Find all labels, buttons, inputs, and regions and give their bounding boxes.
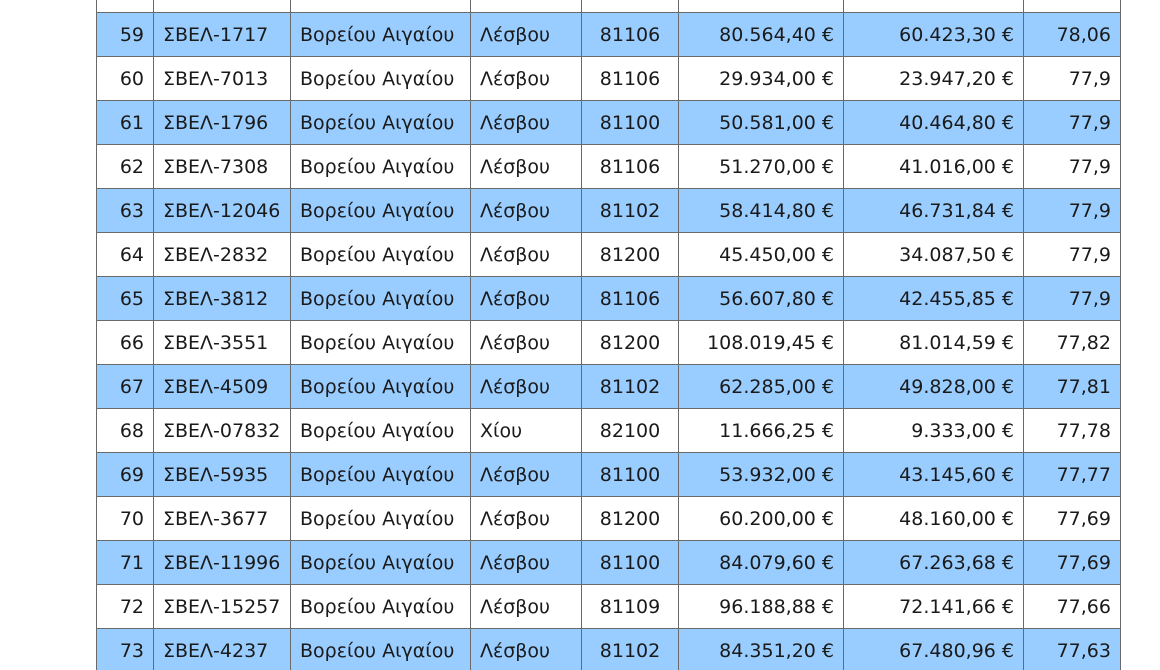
funded-amount-cell: [844, 0, 1024, 13]
application-code-cell: ΣΒΕΛ-7308: [154, 145, 291, 189]
postal-code-cell: 81102: [582, 365, 679, 409]
budget-amount-cell: 45.450,00 €: [679, 233, 844, 277]
postal-code-cell: 82100: [582, 409, 679, 453]
row-number-cell: 67: [97, 365, 154, 409]
prefecture-cell: Λέσβου: [471, 233, 582, 277]
budget-amount-cell: 58.414,80 €: [679, 189, 844, 233]
score-cell: 77,66: [1024, 585, 1121, 629]
postal-code-cell: 81102: [582, 189, 679, 233]
application-code-cell: ΣΒΕΛ-7013: [154, 57, 291, 101]
prefecture-cell: Λέσβου: [471, 57, 582, 101]
row-number-cell: 62: [97, 145, 154, 189]
region-cell: Βορείου Αιγαίου: [291, 277, 471, 321]
prefecture-cell: Λέσβου: [471, 13, 582, 57]
budget-amount-cell: 80.564,40 €: [679, 13, 844, 57]
row-number-cell: 66: [97, 321, 154, 365]
region-cell: Βορείου Αιγαίου: [291, 13, 471, 57]
score-cell: 77,9: [1024, 57, 1121, 101]
region-cell: Βορείου Αιγαίου: [291, 453, 471, 497]
funded-amount-cell: 41.016,00 €: [844, 145, 1024, 189]
budget-amount-cell: 84.079,60 €: [679, 541, 844, 585]
score-cell: 77,9: [1024, 233, 1121, 277]
prefecture-cell: Λέσβου: [471, 101, 582, 145]
funded-amount-cell: 60.423,30 €: [844, 13, 1024, 57]
table-row: [97, 409, 1121, 453]
postal-code-cell: 81200: [582, 233, 679, 277]
postal-code-cell: 81102: [582, 629, 679, 670]
table-row: [97, 277, 1121, 321]
region-cell: Βορείου Αιγαίου: [291, 57, 471, 101]
funded-amount-cell: 43.145,60 €: [844, 453, 1024, 497]
prefecture-cell: Λέσβου: [471, 145, 582, 189]
table-row: [97, 13, 1121, 57]
funded-amount-cell: 67.263,68 €: [844, 541, 1024, 585]
score-cell: 77,9: [1024, 101, 1121, 145]
budget-amount-cell: [679, 0, 844, 13]
row-number-cell: 60: [97, 57, 154, 101]
postal-code-cell: [582, 0, 679, 13]
funded-amount-cell: 81.014,59 €: [844, 321, 1024, 365]
region-cell: Βορείου Αιγαίου: [291, 409, 471, 453]
region-cell: Βορείου Αιγαίου: [291, 321, 471, 365]
budget-amount-cell: 84.351,20 €: [679, 629, 844, 670]
prefecture-cell: Λέσβου: [471, 321, 582, 365]
postal-code-cell: 81200: [582, 497, 679, 541]
funded-amount-cell: 72.141,66 €: [844, 585, 1024, 629]
score-cell: 78,06: [1024, 13, 1121, 57]
budget-amount-cell: 50.581,00 €: [679, 101, 844, 145]
budget-amount-cell: 108.019,45 €: [679, 321, 844, 365]
budget-amount-cell: 60.200,00 €: [679, 497, 844, 541]
postal-code-cell: 81106: [582, 277, 679, 321]
postal-code-cell: 81106: [582, 57, 679, 101]
region-cell: Βορείου Αιγαίου: [291, 541, 471, 585]
postal-code-cell: 81109: [582, 585, 679, 629]
score-cell: [1024, 0, 1121, 13]
row-number-cell: 70: [97, 497, 154, 541]
score-cell: 77,9: [1024, 277, 1121, 321]
score-cell: 77,9: [1024, 145, 1121, 189]
postal-code-cell: 81100: [582, 453, 679, 497]
table-row: [97, 145, 1121, 189]
budget-amount-cell: 29.934,00 €: [679, 57, 844, 101]
table-row: [97, 57, 1121, 101]
funded-amount-cell: 49.828,00 €: [844, 365, 1024, 409]
row-number-cell: [97, 0, 154, 13]
budget-amount-cell: 11.666,25 €: [679, 409, 844, 453]
row-number-cell: 64: [97, 233, 154, 277]
table-row: [97, 189, 1121, 233]
row-number-cell: 69: [97, 453, 154, 497]
score-cell: 77,69: [1024, 541, 1121, 585]
budget-amount-cell: 62.285,00 €: [679, 365, 844, 409]
application-code-cell: ΣΒΕΛ-1717: [154, 13, 291, 57]
region-cell: [291, 0, 471, 13]
application-code-cell: ΣΒΕΛ-5935: [154, 453, 291, 497]
region-cell: Βορείου Αιγαίου: [291, 145, 471, 189]
region-cell: Βορείου Αιγαίου: [291, 101, 471, 145]
region-cell: Βορείου Αιγαίου: [291, 365, 471, 409]
table-row: [97, 321, 1121, 365]
funded-amount-cell: 48.160,00 €: [844, 497, 1024, 541]
region-cell: Βορείου Αιγαίου: [291, 233, 471, 277]
prefecture-cell: Λέσβου: [471, 629, 582, 670]
row-number-cell: 59: [97, 13, 154, 57]
region-cell: Βορείου Αιγαίου: [291, 585, 471, 629]
row-number-cell: 73: [97, 629, 154, 670]
funded-amount-cell: 34.087,50 €: [844, 233, 1024, 277]
score-cell: 77,78: [1024, 409, 1121, 453]
prefecture-cell: Λέσβου: [471, 541, 582, 585]
prefecture-cell: [471, 0, 582, 13]
table-body: [97, 0, 1121, 670]
postal-code-cell: 81100: [582, 101, 679, 145]
postal-code-cell: 81106: [582, 13, 679, 57]
application-code-cell: ΣΒΕΛ-4237: [154, 629, 291, 670]
application-code-cell: ΣΒΕΛ-11996: [154, 541, 291, 585]
prefecture-cell: Λέσβου: [471, 497, 582, 541]
row-number-cell: 65: [97, 277, 154, 321]
application-code-cell: [154, 0, 291, 13]
prefecture-cell: Χίου: [471, 409, 582, 453]
prefecture-cell: Λέσβου: [471, 453, 582, 497]
application-code-cell: ΣΒΕΛ-3551: [154, 321, 291, 365]
funded-amount-cell: 42.455,85 €: [844, 277, 1024, 321]
region-cell: Βορείου Αιγαίου: [291, 497, 471, 541]
funded-amount-cell: 67.480,96 €: [844, 629, 1024, 670]
table-row: [97, 365, 1121, 409]
budget-amount-cell: 56.607,80 €: [679, 277, 844, 321]
budget-amount-cell: 51.270,00 €: [679, 145, 844, 189]
budget-amount-cell: 53.932,00 €: [679, 453, 844, 497]
application-code-cell: ΣΒΕΛ-3812: [154, 277, 291, 321]
row-number-cell: 63: [97, 189, 154, 233]
table-row: [97, 101, 1121, 145]
score-cell: 77,63: [1024, 629, 1121, 670]
postal-code-cell: 81106: [582, 145, 679, 189]
table-row: [97, 233, 1121, 277]
table-row: [97, 453, 1121, 497]
results-table: [96, 0, 1121, 670]
table-row: [97, 629, 1121, 670]
region-cell: Βορείου Αιγαίου: [291, 189, 471, 233]
application-code-cell: ΣΒΕΛ-4509: [154, 365, 291, 409]
application-code-cell: ΣΒΕΛ-15257: [154, 585, 291, 629]
prefecture-cell: Λέσβου: [471, 189, 582, 233]
row-number-cell: 68: [97, 409, 154, 453]
prefecture-cell: Λέσβου: [471, 365, 582, 409]
table-row: [97, 585, 1121, 629]
table-row: [97, 497, 1121, 541]
prefecture-cell: Λέσβου: [471, 585, 582, 629]
funded-amount-cell: 23.947,20 €: [844, 57, 1024, 101]
score-cell: 77,81: [1024, 365, 1121, 409]
postal-code-cell: 81100: [582, 541, 679, 585]
score-cell: 77,77: [1024, 453, 1121, 497]
postal-code-cell: 81200: [582, 321, 679, 365]
score-cell: 77,82: [1024, 321, 1121, 365]
funded-amount-cell: 9.333,00 €: [844, 409, 1024, 453]
application-code-cell: ΣΒΕΛ-12046: [154, 189, 291, 233]
application-code-cell: ΣΒΕΛ-07832: [154, 409, 291, 453]
score-cell: 77,9: [1024, 189, 1121, 233]
application-code-cell: ΣΒΕΛ-3677: [154, 497, 291, 541]
score-cell: 77,69: [1024, 497, 1121, 541]
funded-amount-cell: 46.731,84 €: [844, 189, 1024, 233]
funded-amount-cell: 40.464,80 €: [844, 101, 1024, 145]
table-row: [97, 0, 1121, 13]
row-number-cell: 72: [97, 585, 154, 629]
budget-amount-cell: 96.188,88 €: [679, 585, 844, 629]
row-number-cell: 71: [97, 541, 154, 585]
region-cell: Βορείου Αιγαίου: [291, 629, 471, 670]
prefecture-cell: Λέσβου: [471, 277, 582, 321]
row-number-cell: 61: [97, 101, 154, 145]
application-code-cell: ΣΒΕΛ-1796: [154, 101, 291, 145]
application-code-cell: ΣΒΕΛ-2832: [154, 233, 291, 277]
table-row: [97, 541, 1121, 585]
